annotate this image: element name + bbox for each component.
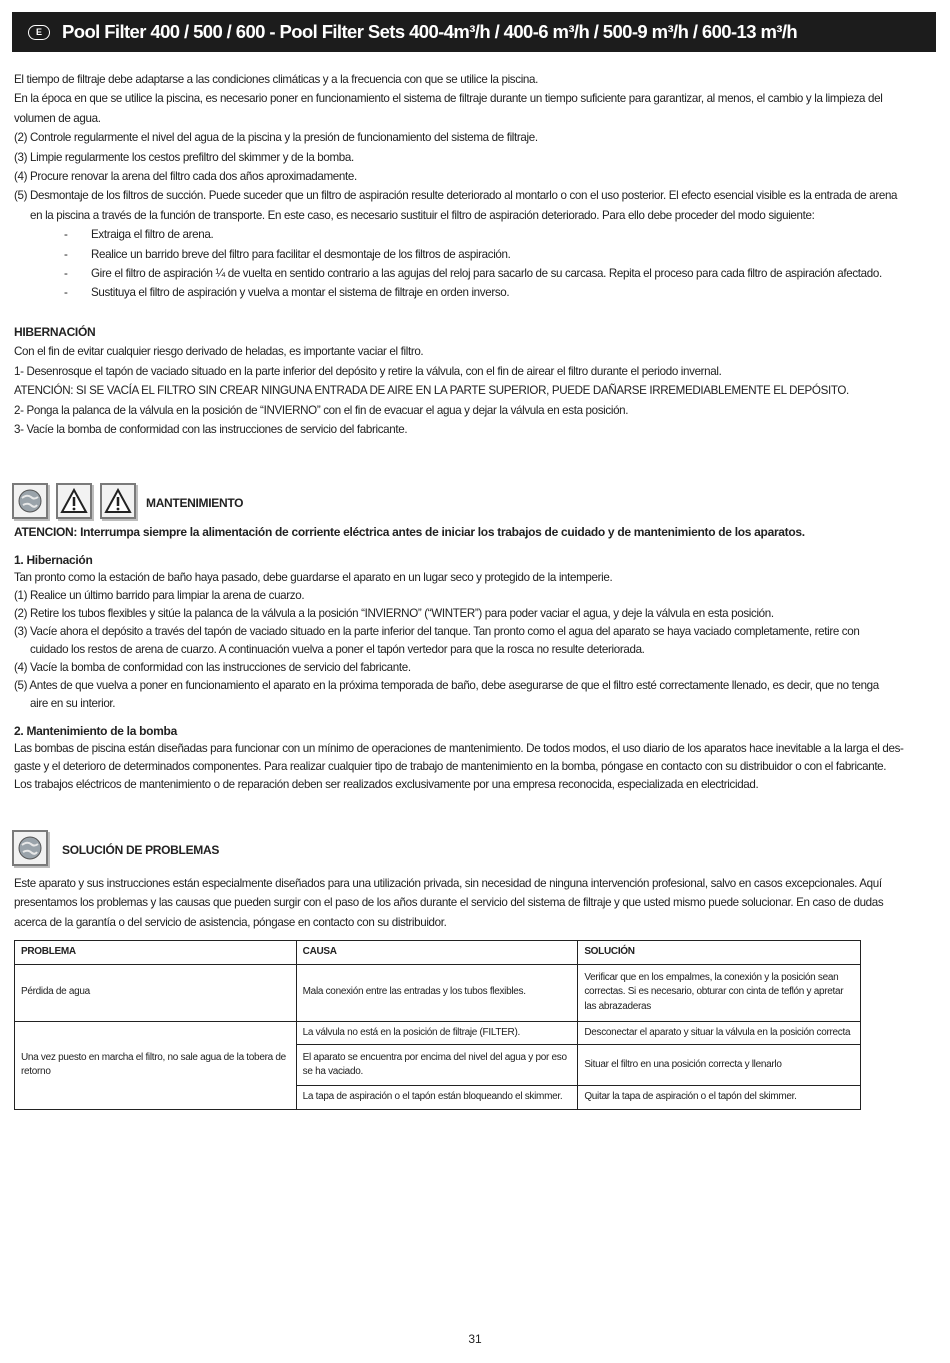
list-item-continuation: en la piscina a través de la función de transporte. En este caso, es necesario sustituir el filtro de aspiración deteriorado. Para ello debe proceder del modo siguiente:: [30, 208, 815, 222]
solucion-icon-row: [12, 830, 219, 866]
column-header: CAUSA: [296, 941, 578, 965]
step-item: - Sustituya el filtro de aspiración y vuelva a montar el sistema de filtraje en orden inverso.: [64, 286, 510, 300]
list-item: (3) Vacíe ahora el depósito a través del tapón de vaciado situado en la parte inferior del tanque. Tan pronto como el agua del aparato se haya vaciado completamente, retire con: [14, 625, 860, 639]
paragraph: 2- Ponga la palanca de la válvula en la posición de “INVIERNO” con el fin de evacuar el agua y dejar la válvula en esta posición.: [14, 403, 629, 417]
list-item: (4) Vacíe la bomba de conformidad con las instrucciones de servicio del fabricante.: [14, 661, 411, 675]
step-item: - Gire el filtro de aspiración ¼ de vuelta en sentido contrario a las agujas del reloj para sacarlo de su carcasa. Repita el proceso para cada filtro de aspiración afectado.: [64, 267, 882, 281]
table-cell: La tapa de aspiración o el tapón están bloqueando el skimmer.: [296, 1086, 578, 1110]
column-header: SOLUCIÓN: [578, 941, 861, 965]
paragraph: presentamos los problemas y las causas que pueden surgir con el paso de los años durante el servicio del sistema de filtraje y que usted mismo puede solucionar. En caso de dudas: [14, 896, 884, 910]
list-item: (5) Antes de que vuelva a poner en funcionamiento el aparato en la próxima temporada de baño, debe asegurarse de que el filtro esté correctamente llenado, es decir, que no tenga: [14, 679, 879, 693]
table-cell: El aparato se encuentra por encima del nivel del agua y por eso se ha vaciado.: [296, 1045, 578, 1086]
section-title: MANTENIMIENTO: [146, 496, 244, 511]
step-item: - Realice un barrido breve del filtro para facilitar el desmontaje de los filtros de aspiración.: [64, 247, 511, 261]
section-title: SOLUCIÓN DE PROBLEMAS: [62, 843, 220, 858]
subsection-title: 1. Hibernación: [14, 553, 93, 568]
paragraph: Los trabajos eléctricos de mantenimiento o de reparación deben ser realizados exclusivamente por una empresa reconocida, especializada en electricidad.: [14, 778, 759, 792]
list-item-continuation: cuidado los restos de arena de cuarzo. A continuación vuelva a poner el tapón vertedor para que la rosca no resulte deteriorada.: [30, 643, 645, 657]
list-item: (5) Desmontaje de los filtros de succión. Puede suceder que un filtro de aspiración resulte deteriorado al montarlo o con el uso posterior. El efecto esencial visible es la entrada de arena: [14, 189, 898, 203]
table-cell: Una vez puesto en marcha el filtro, no sale agua de la tobera de retorno: [15, 1021, 297, 1110]
list-item: (2) Controle regularmente el nivel del agua de la piscina y la presión de funcionamiento del sistema de filtraje.: [14, 131, 538, 145]
page-number: 31: [468, 1332, 482, 1346]
column-header: PROBLEMA: [15, 941, 297, 965]
table-row: [15, 964, 861, 1021]
warning-text: ATENCIÓN: SI SE VACÍA EL FILTRO SIN CREAR NINGUNA ENTRADA DE AIRE EN LA PARTE SUPERIOR, PUEDE DAÑARSE IRREMEDIABLEMENTE EL DEPÓSITO.: [14, 384, 849, 398]
list-item: (1) Realice un último barrido para limpiar la arena de cuarzo.: [14, 589, 305, 603]
warning-icon: [56, 483, 92, 519]
paragraph: volumen de agua.: [14, 111, 101, 125]
list-item: (3) Limpie regularmente los cestos prefiltro del skimmer y de la bomba.: [14, 150, 354, 164]
page-title: Pool Filter 400 / 500 / 600 - Pool Filter Sets 400-4m³/h / 400-6 m³/h / 500-9 m³/h / 600-13 m³/h: [62, 21, 798, 42]
solucion-section: [14, 874, 884, 932]
mantenimiento-icon-row: [12, 483, 243, 519]
subsection-title: 2. Mantenimiento de la bomba: [14, 724, 177, 739]
header-bar: [12, 12, 936, 52]
globe-icon: [12, 483, 48, 519]
list-item-continuation: aire en su interior.: [30, 697, 116, 711]
section-title: HIBERNACIÓN: [14, 325, 96, 339]
table-cell: La válvula no está en la posición de filtraje (FILTER).: [296, 1021, 578, 1045]
table-cell: Mala conexión entre las entradas y los tubos flexibles.: [296, 964, 578, 1021]
globe-icon: [12, 830, 48, 866]
table-cell: Quitar la tapa de aspiración o el tapón del skimmer.: [578, 1086, 861, 1110]
table-cell: Pérdida de agua: [15, 964, 297, 1021]
troubleshooting-table: [14, 940, 861, 1110]
list-item: (4) Procure renovar la arena del filtro cada dos años aproximadamente.: [14, 170, 357, 184]
paragraph: En la época en que se utilice la piscina, es necesario poner en funcionamiento el sistema de filtraje durante un tiempo suficiente para garantizar, al menos, el cambio y la limpieza del: [14, 92, 883, 106]
warning-icon: [100, 483, 136, 519]
paragraph: Con el fin de evitar cualquier riesgo derivado de heladas, es importante vaciar el filtro.: [14, 345, 424, 359]
intro-section: [14, 70, 898, 303]
list-item: (2) Retire los tubos flexibles y sitúe la palanca de la válvula a la posición “INVIERNO” (“WINTER”) para poder vaciar el agua, y deje la válvula en esta posición.: [14, 607, 774, 621]
paragraph: El tiempo de filtraje debe adaptarse a las condiciones climáticas y a la frecuencia con que se utilice la piscina.: [14, 73, 538, 86]
paragraph: Las bombas de piscina están diseñadas para funcionar con un mínimo de operaciones de mantenimiento. De todos modos, el uso diario de los aparatos hace inevitable a la larga el des-: [14, 742, 904, 756]
paragraph: Este aparato y sus instrucciones están especialmente diseñados para una utilización privada, sin necesidad de ninguna intervención profesional, salvo en casos excepcionales. Aquí: [14, 877, 882, 890]
table-cell: Verificar que en los empalmes, la conexión y la posición sean correctas. Si es necesario, obturar con cinta de teflón y apretar las abrazaderas: [578, 964, 861, 1021]
step-item: - Extraiga el filtro de arena.: [64, 228, 214, 242]
mantenimiento-section: [14, 523, 904, 794]
paragraph: 3- Vacíe la bomba de conformidad con las instrucciones de servicio del fabricante.: [14, 423, 408, 437]
paragraph: 1- Desenrosque el tapón de vaciado situado en la parte inferior del depósito y retire la válvula, con el fin de airear el filtro durante el periodo invernal.: [14, 364, 722, 378]
language-badge: E: [28, 25, 50, 40]
paragraph: gaste y el deterioro de determinados componentes. Para realizar cualquier tipo de trabajo de mantenimiento en la bomba, póngase en contacto con su distribuidor o con el fabricante.: [14, 760, 887, 774]
hibernacion-section: [14, 323, 864, 439]
table-header-row: [15, 941, 861, 965]
table-row: [15, 1021, 861, 1045]
paragraph: Tan pronto como la estación de baño haya pasado, debe guardarse el aparato en un lugar seco y protegido de la intemperie.: [14, 571, 613, 585]
paragraph: acerca de la garantía o del servicio de asistencia, póngase en contacto con su distribuidor.: [14, 915, 447, 929]
table-cell: Desconectar el aparato y situar la válvula en la posición correcta: [578, 1021, 861, 1045]
warning-text: ATENCION: Interrumpa siempre la alimentación de corriente eléctrica antes de iniciar los trabajos de cuidado y de mantenimiento de los aparatos.: [14, 525, 805, 539]
table-cell: Situar el filtro en una posición correcta y llenarlo: [578, 1045, 861, 1086]
